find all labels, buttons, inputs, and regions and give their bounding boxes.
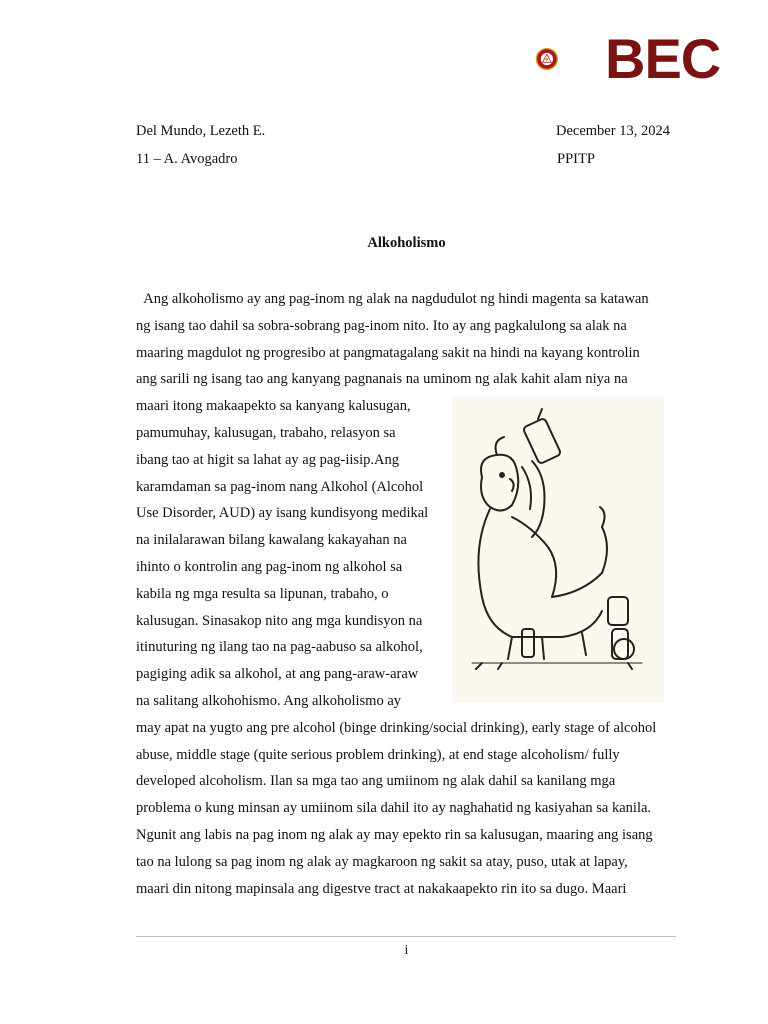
drinking-man-cartoon: [452, 397, 664, 703]
paragraph-line: ng isang tao dahil sa sobra-sobrang pag-inom nito. Ito ay ang pagkalulong sa alak na: [136, 317, 627, 334]
paragraph-line: abuse, middle stage (quite serious problem drinking), at end stage alcoholism/ fully: [136, 746, 620, 763]
bec-logo-icon: [535, 26, 607, 92]
paragraph-line: maaring magdulot ng progresibo at pangmatagalang sakit na hindi na kayang kontrolin: [136, 344, 640, 361]
class-section: 11 – A. Avogadro: [136, 151, 238, 167]
paragraph-line: ang sarili ng isang tao ang kanyang pagnanais na uminom ng alak kahit alam niya na: [136, 371, 628, 388]
page-number: i: [404, 943, 409, 958]
paragraph-line: developed alcoholism. Ilan sa mga tao ang umiinom ng alak dahil sa kanilang mga: [136, 773, 616, 790]
paragraph-line: na inilalarawan bilang kawalang kakayahan na: [136, 532, 407, 549]
paragraph-line: karamdaman sa pag-inom nang Alkohol (Alcohol: [136, 478, 424, 495]
logo-text: BEC: [605, 27, 721, 90]
footer-divider: [136, 936, 676, 937]
paragraph-line: Ang alkoholismo ay ang pag-inom ng alak na nagdudulot ng hindi magenta sa katawan: [136, 291, 649, 307]
paragraph-line: may apat na yugto ang pre alcohol (binge drinking/social drinking), early stage of alcohol: [136, 719, 657, 736]
paragraph-line: ibang tao at higit sa lahat ay ag pag-iisip.Ang: [136, 451, 399, 468]
paragraph-line: tao na lulong sa pag inom ng alak ay magkaroon ng sakit sa atay, puso, utak at lapay,: [136, 853, 628, 870]
paragraph-line: pamumuhay, kalusugan, trabaho, relasyon sa: [136, 424, 396, 441]
document-date: December 13, 2024: [556, 123, 670, 139]
essay-body: [136, 286, 676, 902]
paragraph-line: problema o kung minsan ay umiinom sila dahil ito ay naghahatid ng kasiyahan sa kanila.: [136, 800, 652, 817]
paragraph-line: itinuturing ng ilang tao na pag-aabuso sa alkohol,: [136, 639, 423, 656]
document-title: Alkoholismo: [367, 235, 446, 251]
paragraph-line: pagiging adik sa alkohol, at ang pang-araw-araw: [136, 666, 419, 683]
paragraph-line: maari itong makaapekto sa kanyang kalusugan,: [136, 398, 411, 415]
paragraph-line: kalusugan. Sinasakop nito ang mga kundisyon na: [136, 612, 423, 629]
subject-code: PPITP: [557, 151, 595, 167]
paragraph-line: kabila ng mga resulta sa lipunan, trabaho, o: [136, 585, 389, 602]
author-name: Del Mundo, Lezeth E.: [136, 123, 266, 139]
paragraph-line: maari din nitong mapinsala ang digestve tract at nakakaapekto rin ito sa dugo. Maari: [136, 880, 627, 897]
paragraph-line: na salitang alkohohismo. Ang alkoholismo ay: [136, 692, 402, 709]
paragraph-line: Use Disorder, AUD) ay isang kundisyong medikal: [136, 505, 429, 522]
paragraph-line: ihinto o kontrolin ang pag-inom ng alkohol sa: [136, 558, 403, 575]
paragraph-line: Ngunit ang labis na pag inom ng alak ay may epekto rin sa kalusugan, maaring ang isang: [136, 826, 653, 843]
